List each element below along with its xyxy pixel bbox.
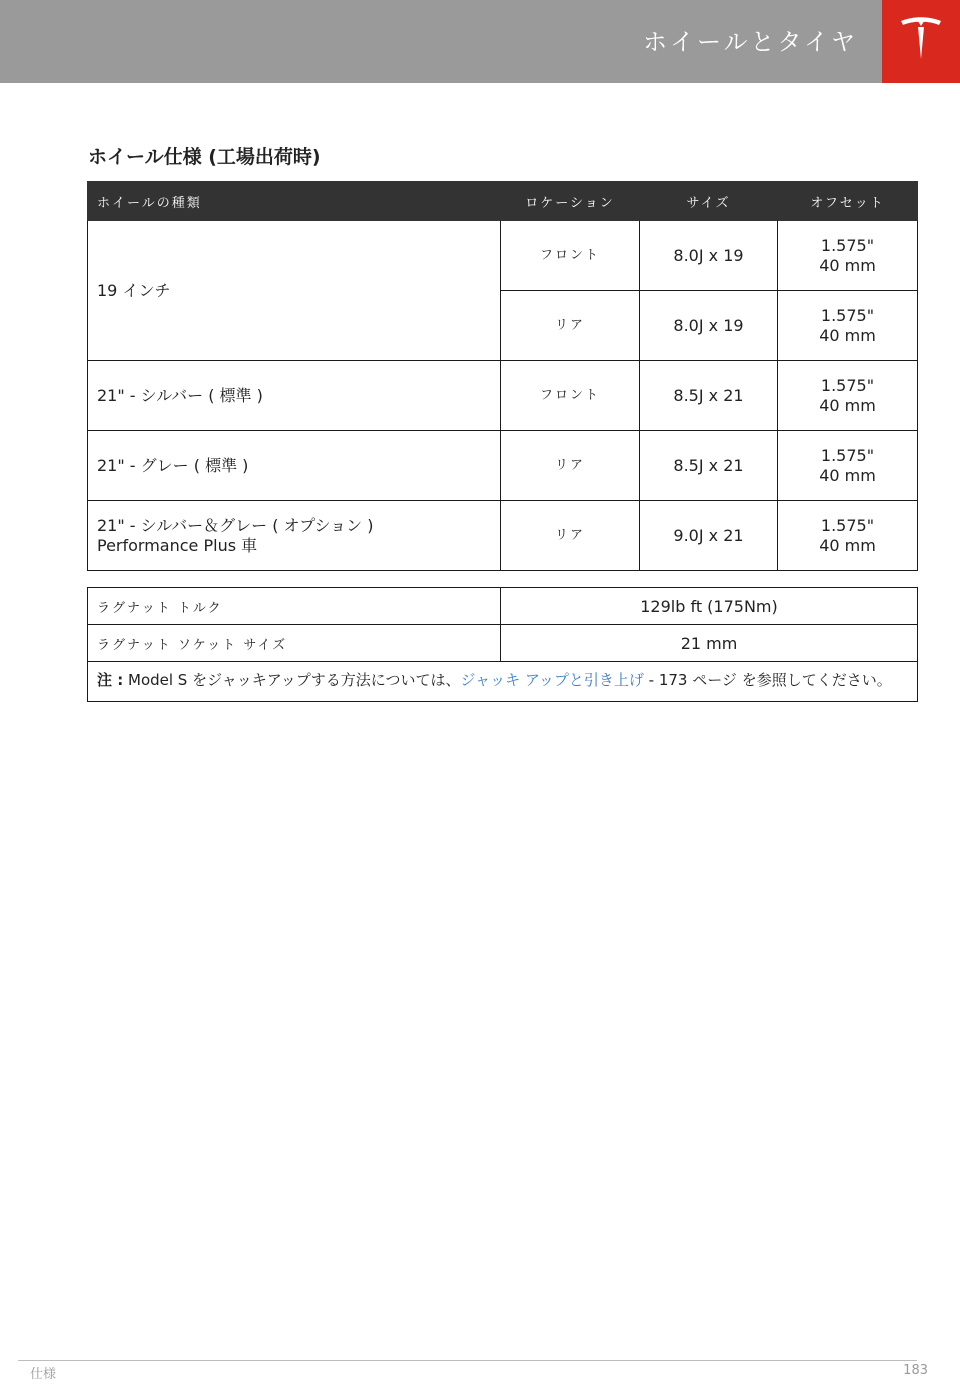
- page-number: 183: [903, 1363, 928, 1378]
- lug-socket-label: ラグナット ソケット サイズ: [88, 625, 501, 662]
- lug-torque-value: 129lb ft (175Nm): [501, 588, 918, 625]
- location-cell: フロント: [501, 361, 640, 431]
- lug-torque-label: ラグナット トルク: [88, 588, 501, 625]
- table-row: [88, 588, 918, 625]
- offset-cell: 1.575" 40 mm: [778, 431, 918, 501]
- table-row: [88, 625, 918, 662]
- location-cell: フロント: [501, 221, 640, 291]
- wheel-type-cell: 21" - グレー ( 標準 ): [88, 431, 501, 501]
- chapter-title: ホイールとタイヤ: [642, 28, 858, 56]
- table-row: [88, 501, 918, 571]
- table-header-row: [88, 182, 918, 221]
- wheel-type-cell: 21" - シルバー＆グレー ( オプション ) Performance Plus 車: [88, 501, 501, 571]
- header-bar: [0, 0, 882, 83]
- table-row: [88, 662, 918, 702]
- header-location: ロケーション: [501, 182, 640, 221]
- table-row: [88, 431, 918, 501]
- section-title: ホイール仕様 (工場出荷時): [88, 146, 321, 168]
- offset-cell: 1.575" 40 mm: [778, 221, 918, 291]
- size-cell: 8.5J x 21: [640, 361, 778, 431]
- size-cell: 8.0J x 19: [640, 221, 778, 291]
- lug-socket-value: 21 mm: [501, 625, 918, 662]
- offset-cell: 1.575" 40 mm: [778, 361, 918, 431]
- header-offset: オフセット: [778, 182, 918, 221]
- size-cell: 9.0J x 21: [640, 501, 778, 571]
- location-cell: リア: [501, 291, 640, 361]
- note-text: Model S をジャッキアップする方法については、: [123, 671, 461, 689]
- jacking-link[interactable]: ジャッキ アップと引き上げ: [460, 671, 644, 689]
- tesla-logo-icon: [899, 15, 943, 67]
- wheel-type-cell: 21" - シルバー ( 標準 ): [88, 361, 501, 431]
- table-row: [88, 221, 918, 291]
- footer-divider: [18, 1360, 917, 1361]
- offset-cell: 1.575" 40 mm: [778, 291, 918, 361]
- brand-logo: [882, 0, 960, 83]
- lug-nut-table: [87, 587, 918, 702]
- table-row: [88, 361, 918, 431]
- footer-section-name: 仕様: [30, 1367, 57, 1382]
- note-label: 注 :: [97, 671, 124, 689]
- wheel-type-cell: 19 インチ: [88, 221, 501, 361]
- size-cell: 8.5J x 21: [640, 431, 778, 501]
- note-cell: [88, 662, 918, 702]
- note-text-end: - 173 ページ を参照してください。: [643, 671, 892, 689]
- size-cell: 8.0J x 19: [640, 291, 778, 361]
- wheel-spec-table: [87, 181, 918, 571]
- location-cell: リア: [501, 431, 640, 501]
- location-cell: リア: [501, 501, 640, 571]
- header-wheel-type: ホイールの種類: [88, 182, 501, 221]
- offset-cell: 1.575" 40 mm: [778, 501, 918, 571]
- header-size: サイズ: [640, 182, 778, 221]
